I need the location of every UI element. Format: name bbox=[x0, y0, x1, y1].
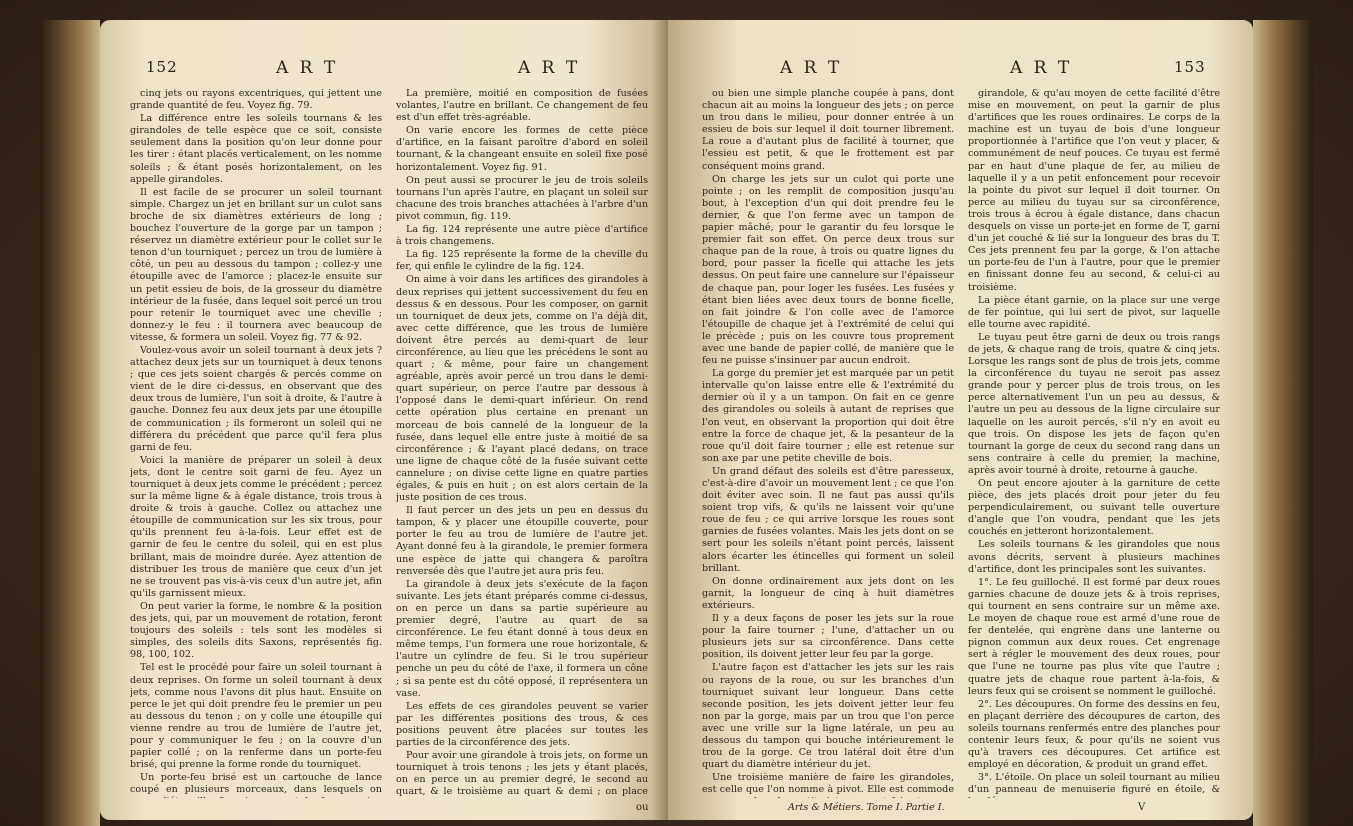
right-column-2 bbox=[968, 88, 1220, 798]
paragraph: On peut encore ajouter à la garniture de cette pièce, des jets placés droit pour jeter du feu perpendiculairement, ou suivant telle ouverture d'angle que l'on voudra, pendant que les jets couchés en jetteront horizontalement. bbox=[968, 478, 1220, 538]
paragraph: Tel est le procédé pour faire un soleil tournant à deux reprises. On forme un soleil tournant à deux jets, comme nous l'avons dit plus haut. Ensuite on perce le jet qui doit prendre feu le premier un peu au dessous du tenon ; on y colle une étoupille qui vienne rendre au trou de lumière de l'autre jet, pour y communiquer le feu ; on la couvre d'un papier collé ; on la renferme dans un porte-feu brisé, qui prenne la forme ronde du tourniquet. bbox=[130, 662, 382, 771]
right-running-head-1: A R T bbox=[780, 58, 843, 78]
right-page-number: 153 bbox=[1174, 58, 1206, 76]
paragraph: 1°. Le feu guilloché. Il est formé par deux roues garnies chacune de douze jets & à trois reprises, qui tournent en sens contraire sur un même axe. Le moyen de chaque roue est armé d'une roue de fer dentelée, qui engrène dans une lanterne ou pignon commun aux deux roues. Cet engrenage sert à régler le mouvement des deux roues, pour que l'une ne tourne pas plus vîte que l'autre ; quatre jets de chaque roue partent à-la-fois, & leurs feux qui se croisent se nomment le guilloché. bbox=[968, 576, 1220, 697]
left-column-2 bbox=[396, 88, 648, 798]
paragraph: Il y a deux façons de poser les jets sur la roue pour la faire tourner ; l'une, d'attacher un ou plusieurs jets sur sa circonférence. Dans cette position, ils doivent jetter leur feu par la gorge. bbox=[702, 613, 954, 661]
catchword: ou bbox=[636, 802, 649, 813]
left-page-number: 152 bbox=[146, 58, 178, 76]
left-page bbox=[100, 20, 668, 820]
paragraph: 2°. Les découpures. On forme des dessins en feu, en plaçant derrière des découpures de carton, des soleils tournans renfermés entre des planches pour contenir leurs feux, & pour qu'ils ne soient vus qu'à travers ces découpures. Cet artifice est employé en décoration, & produit un grand effet. bbox=[968, 698, 1220, 771]
right-page bbox=[668, 20, 1253, 820]
paragraph: La première, moitié en composition de fusées volantes, l'autre en brillant. Ce changement de feu est d'un effet très-agréable. bbox=[396, 88, 648, 124]
paragraph: Un porte-feu brisé est un cartouche de lance coupé en plusieurs morceaux, dans lesquels on bbox=[130, 772, 382, 796]
paragraph: La différence entre les soleils tournans & les girandoles de telle espèce que ce soit, consiste seulement dans la position qu'on leur donne pour les tirer : étant placés verticalement, on les nomme soleils ; & étant posés horizontalement, on les appelle girandoles. bbox=[130, 113, 382, 185]
paragraph: 3°. L'étoile. On place un soleil tournant au milieu d'un panneau de menuiserie figuré en étoile, & bbox=[968, 772, 1220, 796]
book-edge-left bbox=[40, 20, 100, 826]
paragraph: Le tuyau peut être garni de deux ou trois rangs de jets, & chaque rang de trois, quatre & cinq jets. Lorsque les rangs sont de plus de trois jets, comme la circonférence du tuyau ne seroit pas assez grande pour y percer plus de trois trous, on les perce alternativement l'un un peu au dessus, & l'autre un peu au dessous de la ligne circulaire sur laquelle on les auroit percés, s'il n'y en avoit eu que trois. On dispose les jets de façon qu'en tournant la gorge de ceux du second rang dans un sens contraire à celle du premier, la machine, après avoir tourné à droite, retourne à gauche. bbox=[968, 331, 1220, 476]
paragraph: La fig. 125 représente la forme de la cheville du fer, qui enfile le cylindre de la fig. 124. bbox=[396, 249, 648, 273]
paragraph: Voici la manière de préparer un soleil à deux jets, dont le centre soit garni de feu. Ayez un tourniquet à deux jets comme le précédent ; percez sur la même ligne & à égale distance, trois trous à droite & trois à gauche. Collez ou attachez une étoupille de communication sur les six trous, pour qu'ils prennent feu à-la-fois. Leur effet est de garnir de feu le centre du soleil, qui en est plus brillant, mais de moindre durée. Ayez attention de distribuer les trous de manière que ceux d'un jet ne se trouvent pas vis-à-vis ceux d'un autre jet, afin qu'ils garnissent mieux. bbox=[130, 454, 382, 599]
paragraph: On peut aussi se procurer le jeu de trois soleils tournans l'un après l'autre, en plaçant un soleil sur chacune des trois branches attachées à l'arbre d'un pivot commun, fig. 119. bbox=[396, 174, 648, 222]
paragraph: girandole, & qu'au moyen de cette facilité d'être mise en mouvement, on peut la garnir de plus d'artifices que les roues ordinaires. Le corps de la machine est un tuyau de bois d'une longueur proportionnée à l'artifice que l'on veut y placer, & communément de neuf pouces. Ce tuyau est fermé par en haut d'une plaque de fer, au milieu de laquelle il y a un petit enfoncement pour recevoir la pointe du pivot sur lequel il doit tourner. On perce au milieu du tuyau sur sa circonférence, trois trous à écrou à égale distance, dans chacun desquels on visse un porte-jet en forme de T, garni d'un jet couché & lié sur la longueur des bras du T. Ces jets prennent feu par la gorge, & l'on attache un porte-feu de l'un à l'autre, pour que le premier en finissant donne feu au second, & celui-ci au troisième. bbox=[968, 88, 1220, 293]
volume-footer: Arts & Métiers. Tome I. Partie I. bbox=[788, 802, 945, 813]
paragraph: Les soleils tournans & les girandoles que nous avons décrits, servent à plusieurs machines d'artifice, dont les principales sont les suivantes. bbox=[968, 539, 1220, 575]
paragraph: cinq jets ou rayons excentriques, qui jettent une grande quantité de feu. Voyez fig. 79. bbox=[130, 88, 382, 112]
paragraph: La pièce étant garnie, on la place sur une verge de fer pointue, qui lui sert de pivot, sur laquelle elle tourne avec rapidité. bbox=[968, 294, 1220, 330]
paragraph: Un grand défaut des soleils est d'être paresseux, c'est-à-dire d'avoir un mouvement lent ; ce que l'on doit éviter avec soin. Il ne faut pas aussi qu'ils soient trop vifs, & qu'ils ne laissent voir qu'une roue de feu ; ce qui arrive lorsque les roues sont garnies de fusées volantes. Mais les jets dont on se sert pour les soleils n'étant point percés, laissent alors écarter les étincelles qui forment un soleil brillant. bbox=[702, 465, 954, 574]
left-running-head-2: A R T bbox=[518, 58, 581, 78]
paragraph: Les effets de ces girandoles peuvent se varier par les différentes positions des trous, & ces positions peuvent être placées sur toutes les parties de la circonférence des jets. bbox=[396, 700, 648, 748]
right-column-1 bbox=[702, 88, 954, 798]
paragraph: L'autre façon est d'attacher les jets sur les rais ou rayons de la roue, ou sur les branches d'un tourniquet suivant leur longueur. Dans cette seconde position, les jets doivent jetter leur feu non par la gorge, mais par un trou que l'on perce avec une vrille sur la ligne latérale, un peu au dessous du tampon qui bouche intérieurement le trou de la gorge. Ce trou latéral doit être d'un quart du diamètre intérieur du jet. bbox=[702, 662, 954, 771]
right-running-head-2: A R T bbox=[1010, 58, 1073, 78]
paragraph: Une troisième manière de faire les girandoles, est celle que l'on nomme à pivot. Elle est commode bbox=[702, 772, 954, 796]
paragraph: On charge les jets sur un culot qui porte une pointe ; on les remplit de composition jusqu'au bout, à l'exception d'un qui doit prendre feu le dernier, & que l'on ferme avec un tampon de papier mâché, pour le garantir du feu lorsque le premier fait son effet. On perce deux trous sur chaque pan de la roue, à trois ou quatre lignes du bord, pour passer la ficelle qui attache les jets dessus. On peut faire une cannelure sur l'épaisseur de chaque pan, pour loger les fusées. Les fusées y étant bien liées avec deux tours de bonne ficelle, on fait joindre & l'on colle avec de l'amorce l'étoupille de chaque jet à l'extrémité de celui qui le précède ; puis on les couvre tous proprement avec une bande de papier collé, de manière que le feu ne puisse s'insinuer par aucun endroit. bbox=[702, 173, 954, 367]
paragraph: Il faut percer un des jets un peu en dessus du tampon, & y placer une étoupille couverte, pour porter le feu au trou de lumière de l'autre jet. Ayant donné feu à la girandole, le premier formera une espèce de jatte qui changera & paroîtra renversée dès que l'autre jet aura pris feu. bbox=[396, 505, 648, 577]
paragraph: On peut varier la forme, le nombre & la position des jets, qui, par un mouvement de rotation, feront toujours des soleils : tels sont les modèles si simples, des soleils dits Saxons, représentés fig. 98, 100, 102. bbox=[130, 600, 382, 661]
left-column-1 bbox=[130, 88, 382, 798]
paragraph: On varie encore les formes de cette pièce d'artifice, en la faisant paroître d'abord en soleil tournant, & la changeant ensuite en soleil fixe posé horizontalement. Voyez fig. 91. bbox=[396, 125, 648, 173]
paragraph: La fig. 124 représente une autre pièce d'artifice à trois changemens. bbox=[396, 224, 648, 248]
book-edge-right bbox=[1253, 20, 1313, 826]
signature-mark: V bbox=[1138, 802, 1146, 813]
paragraph: La gorge du premier jet est marquée par un petit intervalle qu'on laisse entre elle & l'extrémité du dernier où il y a un tampon. On fait en ce genre des girandoles ou soleils à autant de reprises que l'on veut, en observant la proportion qui doit être entre la force de chaque jet, & la pesanteur de la roue qu'il doit faire tourner ; elle est retenue sur son axe par une petite cheville de bois. bbox=[702, 368, 954, 464]
paragraph: La girandole à deux jets s'exécute de la façon suivante. Les jets étant préparés comme ci-dessus, on en perce un dans sa partie supérieure au premier degré, l'autre au quart de sa circonférence. Le feu étant donné à tous deux en même temps, l'un formera une roue horizontale, & l'autre un cylindre de feu. Si le trou supérieur penche un peu du côté de l'axe, il formera un cône ; si sa pente est du côté opposé, il représentera un vase. bbox=[396, 578, 648, 699]
paragraph: Il est facile de se procurer un soleil tournant simple. Chargez un jet en brillant sur un culot sans broche de six diamètres extérieurs de long ; bouchez l'ouverture de la gorge par un tampon ; réservez un diamètre extérieur pour le collet sur le tenon d'un tourniquet ; percez un trou de lumière à côté, un peu au dessous du tampon ; collez-y une étoupille avec de l'amorce ; placez-le ensuite sur un petit essieu de bois, de la grosseur du diamètre intérieur de la fusée, dans lequel soit percé un trou pour retenir le tourniquet avec une cheville ; donnez-y le feu : il tournera avec beaucoup de vitesse, & formera un soleil. Voyez fig. 77 & 92. bbox=[130, 186, 382, 343]
paragraph: Voulez-vous avoir un soleil tournant à deux jets ? attachez deux jets sur un tourniquet à deux tenons ; que ces jets soient chargés & percés comme on vient de le dire ci-dessus, en observant que des deux trous de lumière, l'un soit à droite, & l'autre à gauche. Donnez feu aux deux jets par une étoupille de communication ; ils formeront un soleil qui ne différera du précédent que parce qu'il fera plus garni de feu. bbox=[130, 344, 382, 453]
paragraph: ou bien une simple planche coupée à pans, dont chacun ait au moins la longueur des jets ; on perce un trou dans le milieu, pour donner entrée à un essieu de bois sur lequel il doit tourner librement. La roue a d'autant plus de facilité à tourner, que l'essieu est petit, & que le frottement est par conséquent moins grand. bbox=[702, 88, 954, 172]
paragraph: On donne ordinairement aux jets dont on les garnit, la longueur de cinq à huit diamètres extérieurs. bbox=[702, 575, 954, 611]
left-running-head-1: A R T bbox=[276, 58, 339, 78]
paragraph: Pour avoir une girandole à trois jets, on forme un tourniquet à trois tenons ; les jets y étant placés, on en perce un au premier degré, le second au quart, & le troisième au quart & demi ; on place bbox=[396, 750, 648, 798]
paragraph: On aime à voir dans les artifices des girandoles à deux reprises qui jettent successivement du feu en dessus & en dessous. Pour les composer, on garnit un tourniquet de deux jets, comme on l'a déjà dit, avec cette différence, que les trous de lumière doivent être percés au demi-quart de leur circonférence, au lieu que les précédens le sont au quart ; & même, pour faire un changement agréable, après avoir percé un trou dans le demi-quart supérieur, on perce l'autre par dessous à l'opposé dans le demi-quart inférieur. On rend cette opération plus certaine en prenant un morceau de bois cannelé de la longueur de la fusée, dans lequel elle entre juste à moitié de sa circonférence ; & l'ayant placé dedans, on trace une ligne de chaque côté de la fusée suivant cette cannelure ; on divise cette ligne en quatre parties égales, & puis en huit ; on est alors certain de la juste position de ces trous. bbox=[396, 274, 648, 504]
